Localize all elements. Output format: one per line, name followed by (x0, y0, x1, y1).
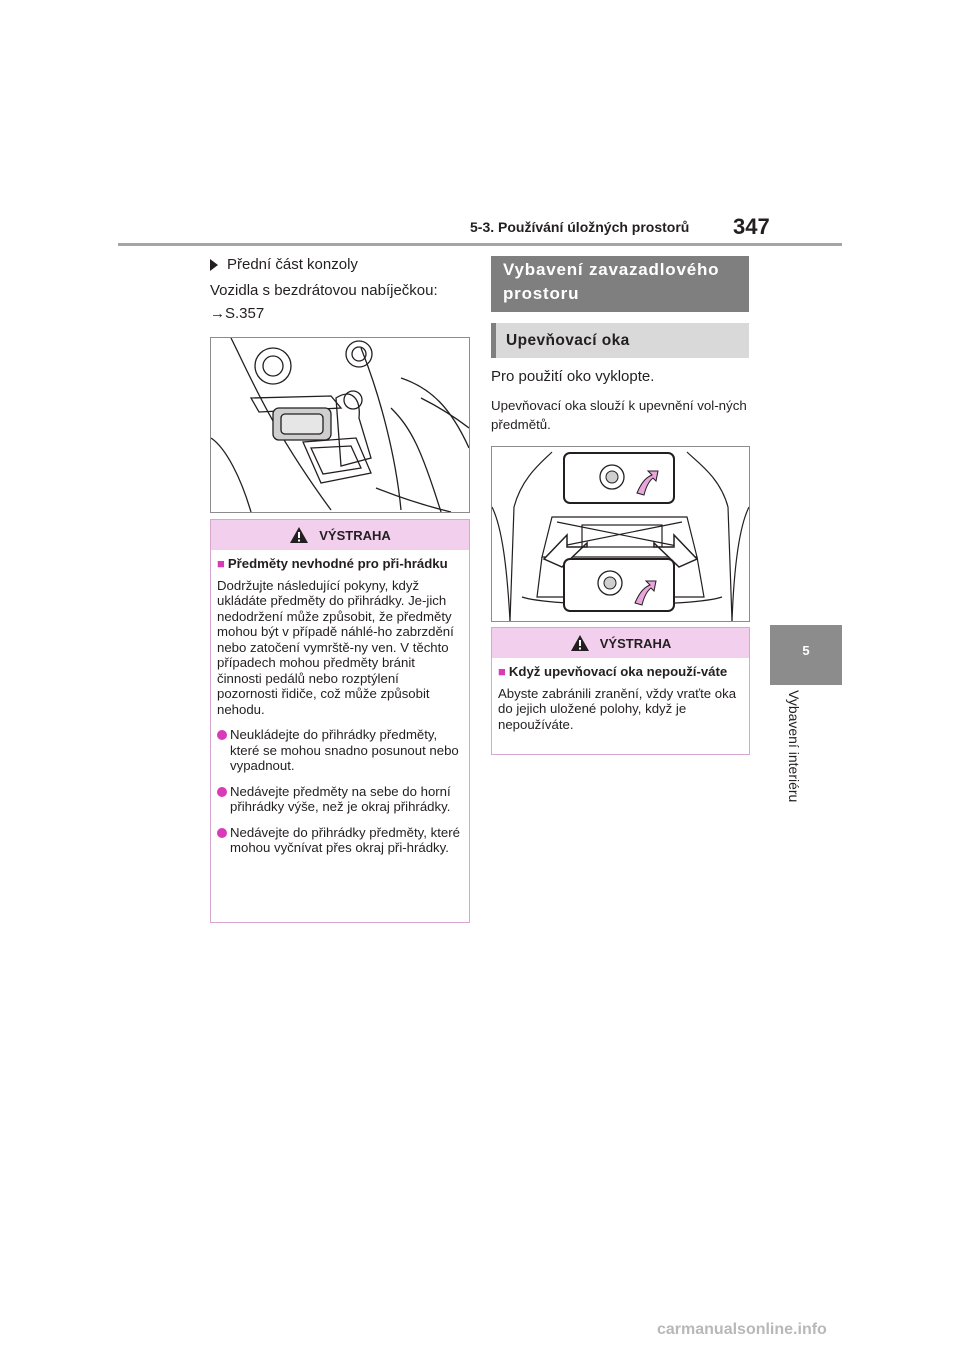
dot-bullet-icon (217, 730, 227, 740)
subsection-heading: Upevňovací oka (491, 323, 749, 358)
triangle-bullet-icon (210, 259, 218, 271)
chapter-number: 5 (802, 643, 810, 658)
warning-bullet (217, 825, 463, 856)
console-illustration (210, 337, 470, 513)
warning-item-heading (498, 664, 743, 680)
warning-triangle-icon (289, 526, 309, 544)
warning-bullet (217, 727, 463, 774)
cargo-drawing (492, 447, 749, 621)
warning-item-heading (217, 556, 463, 572)
warning-triangle-icon (570, 634, 590, 652)
subheading-row (210, 256, 358, 273)
cargo-hooks-illustration (491, 446, 750, 622)
warning-body (211, 550, 469, 866)
dot-bullet-icon (217, 787, 227, 797)
instruction-text: Pro použití oko vyklopte. (491, 368, 655, 385)
watermark: carmanualsonline.info (657, 1321, 827, 1338)
warning-item-title: Když upevňovací oka nepouží-váte (508, 664, 728, 679)
subheading-text: Přední část konzoly (227, 256, 358, 273)
warning-bullet-text: Nedávejte předměty na sebe do horní přihrádky výše, než je okraj přihrádky. (230, 783, 451, 814)
dot-bullet-icon (217, 828, 227, 838)
chapter-title-text: Vybavení interiéru (786, 690, 802, 803)
warning-bullet-text: Nedávejte do přihrádky předměty, které mohou vyčnívat přes okraj při-hrádky. (230, 824, 460, 855)
section-title: 5-3. Používání úložných prostorů (470, 219, 690, 235)
wireless-charger-note: Vozidla s bezdrátovou nabíječkou: (210, 282, 438, 299)
warning-body (492, 658, 749, 742)
header-divider (118, 243, 842, 246)
square-bullet-icon: ■ (217, 556, 225, 571)
warning-item-title: Předměty nevhodné pro při-hrádku (227, 556, 448, 571)
warning-header (211, 520, 469, 550)
square-bullet-icon: ■ (498, 664, 506, 679)
warning-text: Dodržujte následující pokyny, když ukládáte předměty do přihrádky. Je-jich nedodržení může způsobit, že předměty mohou být v případě náhlé-ho zabrzdění nebo zatočení vymrště-ny ven. V těchto případech mohou předměty bránit činnosti pedálů nebo rozptýlení pozornosti řidiče, což může způsobit nehodu. (217, 577, 454, 717)
description-text: Upevňovací oka slouží k upevnění vol-ných předmětů. (491, 398, 747, 432)
warning-box-storage (210, 519, 470, 923)
warning-title: VÝSTRAHA (319, 527, 391, 543)
chapter-title-vertical (784, 690, 804, 830)
warning-box-hooks (491, 627, 750, 755)
warning-text: Abyste zabránili zranění, vždy vraťte oka do jejich uložené polohy, když je nepoužíváte. (498, 685, 737, 732)
page-number: 347 (733, 214, 770, 239)
warning-bullet-text: Neukládejte do přihrádky předměty, které se mohou snadno posunout nebo vypadnout. (230, 727, 459, 773)
warning-header (492, 628, 749, 658)
section-heading: Vybavení zavazadlového prostoru (491, 256, 749, 312)
page-reference: →S.357 (210, 305, 265, 322)
warning-title: VÝSTRAHA (599, 635, 672, 651)
console-drawing (211, 338, 469, 512)
warning-bullet (217, 784, 463, 815)
